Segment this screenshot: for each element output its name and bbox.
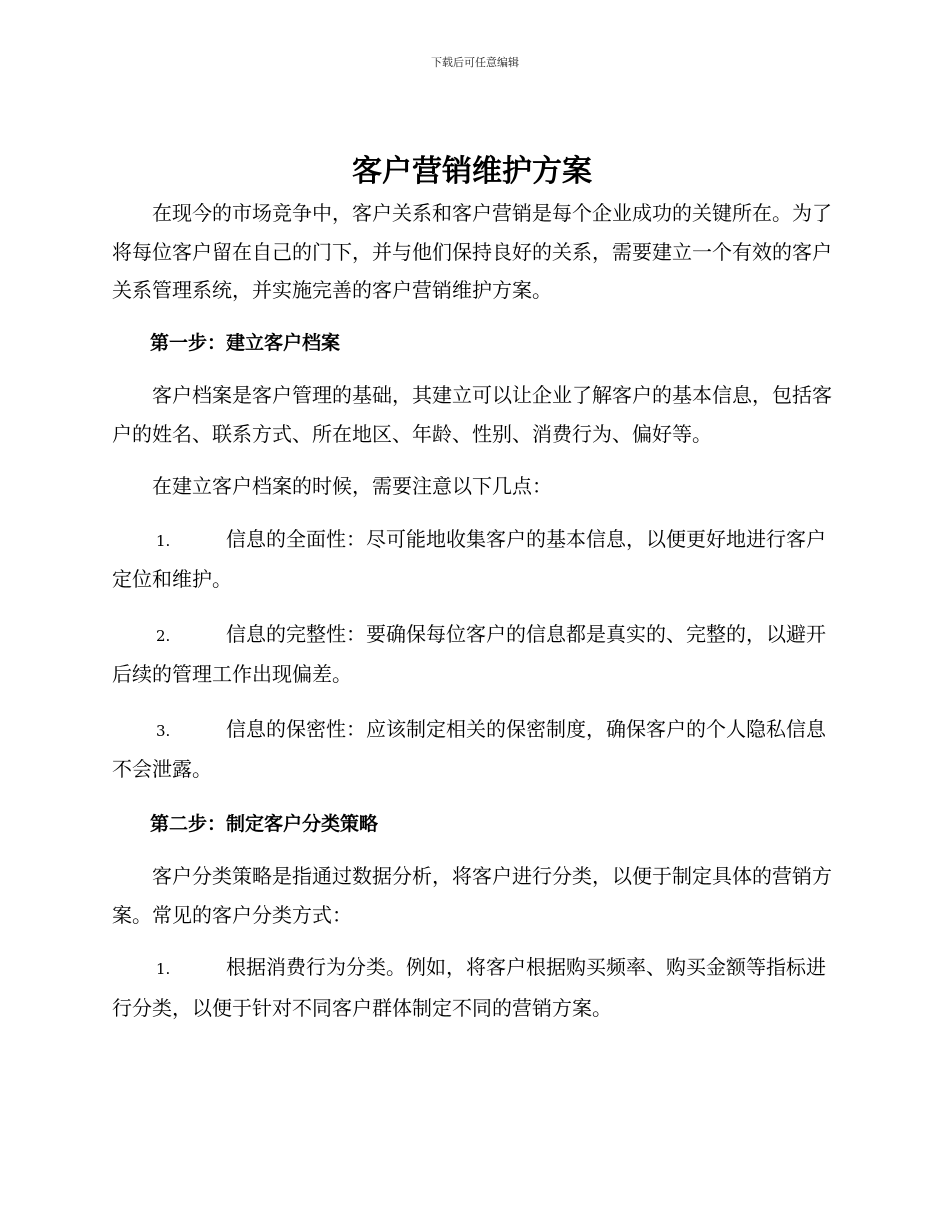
list-item-number: 2.	[156, 626, 171, 645]
list-item-number: 1.	[156, 960, 171, 978]
page-header-note: 下载后可任意编辑	[431, 56, 519, 69]
step1-paragraph-2: 在建立客户档案的时候，需要注意以下几点：	[152, 474, 552, 498]
document-title: 客户营销维护方案	[352, 154, 592, 189]
list-item	[112, 615, 832, 694]
intro-paragraph: 在现今的市场竞争中，客户关系和客户营销是每个企业成功的关键所在。为了将每位客户留在自己的门下，并与他们保持良好的关系，需要建立一个有效的客户关系管理系统，并实施完善的客户营销维护方案。	[112, 201, 832, 302]
step2-heading: 第二步：制定客户分类策略	[150, 812, 379, 835]
list-item-text: 信息的完整性：要确保每位客户的信息都是真实的、完整的，以避开后续的管理工作出现偏差。	[112, 621, 826, 686]
step1-paragraph-1: 客户档案是客户管理的基础，其建立可以让企业了解客户的基本信息，包括客户的姓名、联系方式、所在地区、年龄、性别、消费行为、偏好等。	[112, 383, 832, 446]
step2-paragraph-1: 客户分类策略是指通过数据分析，将客户进行分类，以便于制定具体的营销方案。常见的客户分类方式：	[112, 864, 832, 927]
list-item-text: 信息的保密性：应该制定相关的保密制度，确保客户的个人隐私信息不会泄露。	[112, 716, 826, 781]
list-item-text: 根据消费行为分类。例如，将客户根据购买频率、购买金额等指标进行分类，以便于针对不同客户群体制定不同的营销方案。	[112, 955, 826, 1020]
list-item-text: 信息的全面性：尽可能地收集客户的基本信息，以便更好地进行客户定位和维护。	[112, 526, 826, 591]
document-body	[112, 150, 832, 1043]
list-item-number: 1.	[156, 531, 171, 550]
list-item	[112, 948, 832, 1027]
step1-heading: 第一步：建立客户档案	[150, 331, 341, 354]
list-item	[112, 710, 832, 789]
list-item-number: 3.	[156, 721, 171, 740]
list-item	[112, 520, 832, 599]
